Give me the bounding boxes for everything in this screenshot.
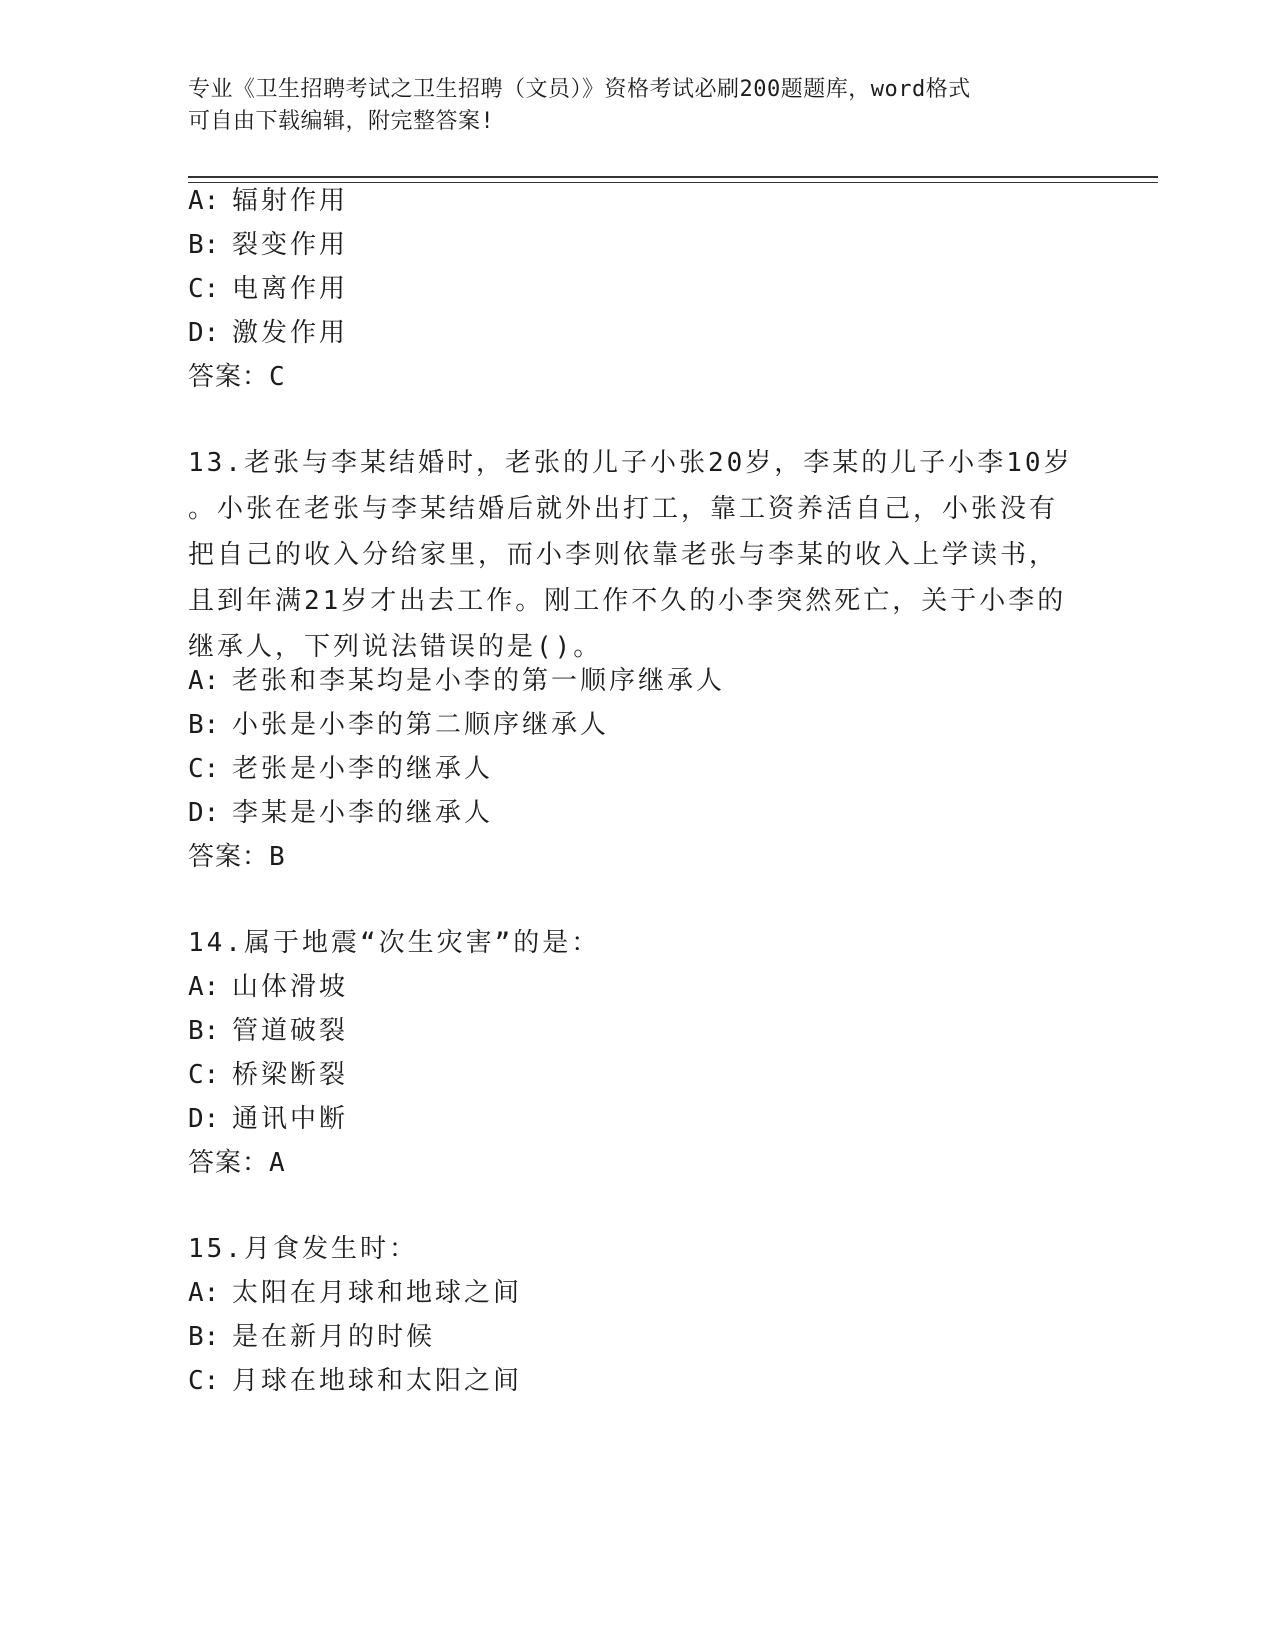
header-line-1: 专业《卫生招聘考试之卫生招聘（文员）》资格考试必刷200题题库，word格式: [188, 77, 971, 102]
q15-stem: 15.月食发生时：: [188, 1234, 418, 1264]
q12-option-c: C: 电离作用: [188, 274, 349, 304]
q12-option-d: D: 激发作用: [188, 318, 349, 348]
q13-stem: [188, 440, 1088, 670]
q13-option-d: D: 李某是小李的继承人: [188, 798, 494, 828]
q13-stem-line-4: 且到年满21岁才出去工作。刚工作不久的小李突然死亡，关于小李的: [188, 586, 1067, 616]
document-header: [188, 74, 1068, 138]
q12-option-b: B: 裂变作用: [188, 230, 349, 260]
q14-answer: 答案：A: [188, 1148, 286, 1178]
q13-option-a: A: 老张和李某均是小李的第一顺序继承人: [188, 666, 726, 696]
q12-answer: 答案：C: [188, 362, 286, 392]
q15-option-c: C: 月球在地球和太阳之间: [188, 1366, 523, 1396]
q13-stem-line-3: 把自己的收入分给家里，而小李则依靠老张与李某的收入上学读书，: [188, 540, 1059, 570]
q13-stem-line-2: 。小张在老张与李某结婚后就外出打工，靠工资养活自己，小张没有: [188, 494, 1059, 524]
q13-stem-line-1: 13.老张与李某结婚时，老张的儿子小张20岁，李某的儿子小李10岁: [188, 448, 1073, 478]
q15-option-b: B: 是在新月的时候: [188, 1322, 436, 1352]
q14-option-a: A: 山体滑坡: [188, 972, 349, 1002]
q14-stem: 14.属于地震“次生灾害”的是：: [188, 928, 601, 958]
q12-option-a: A: 辐射作用: [188, 186, 349, 216]
q13-stem-line-5: 继承人，下列说法错误的是()。: [188, 632, 603, 662]
q14-option-d: D: 通讯中断: [188, 1104, 349, 1134]
q13-option-b: B: 小张是小李的第二顺序继承人: [188, 710, 610, 740]
q13-option-c: C: 老张是小李的继承人: [188, 754, 494, 784]
q14-option-c: C: 桥梁断裂: [188, 1060, 349, 1090]
q14-option-b: B: 管道破裂: [188, 1016, 349, 1046]
q13-answer: 答案：B: [188, 842, 286, 872]
header-line-2: 可自由下载编辑，附完整答案!: [188, 109, 495, 134]
q15-option-a: A: 太阳在月球和地球之间: [188, 1278, 523, 1308]
